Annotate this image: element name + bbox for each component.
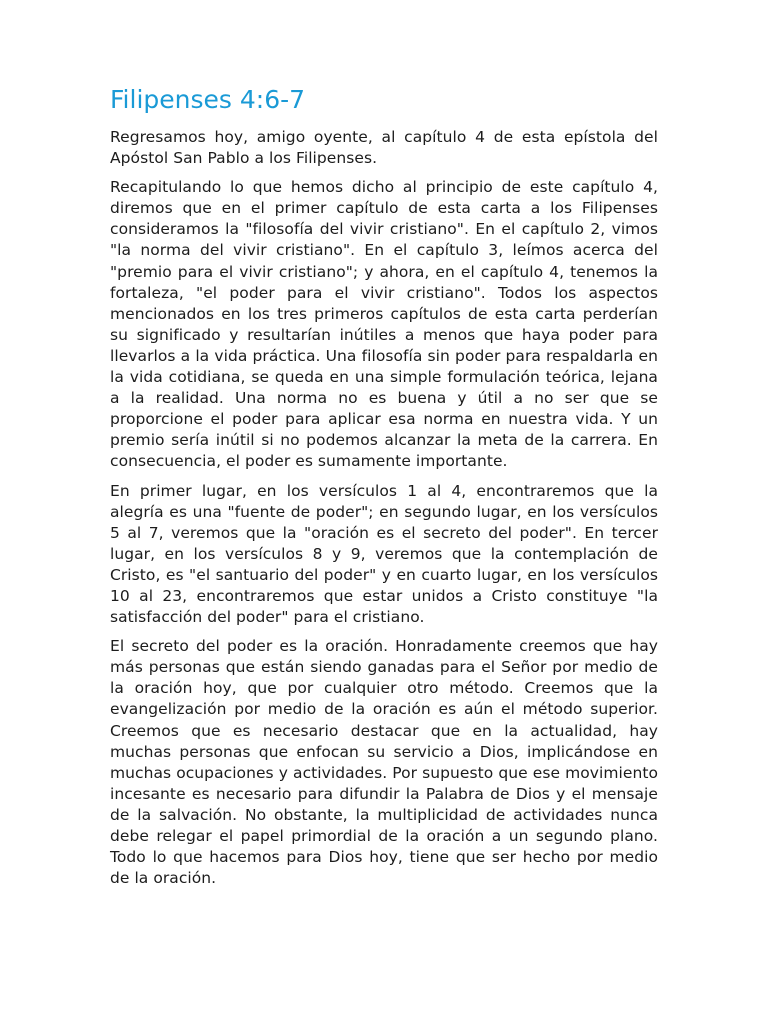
page-title: Filipenses 4:6-7 [110, 85, 306, 114]
paragraph-intro: Regresamos hoy, amigo oyente, al capítulo 4 de esta epístola del Apóstol San Pablo a los Filipenses. [110, 128, 658, 168]
paragraph-recap: Recapitulando lo que hemos dicho al principio de este capítulo 4, diremos que en el primer capítulo de esta carta a los Filipenses consideramos la "filosofía del vivir cristiano". En el capítulo 2, vimos "la norma del vivir cristiano". En el capítulo 3, leímos acerca del "premio para el vivir cristiano"; y ahora, en el capítulo 4, tenemos la fortaleza, "el poder para el vivir cristiano". Todos los aspectos mencionados en los tres primeros capítulos de esta carta perderían su significado y resultarían inútiles a menos que haya poder para llevarlos a la vida práctica. Una filosofía sin poder para respaldarla en la vida cotidiana, se queda en una simple formulación teórica, lejana a la realidad. Una norma no es buena y útil a no ser que se proporcione el poder para aplicar esa norma en nuestra vida. Y un premio sería inútil si no podemos alcanzar la meta de la carrera. En consecuencia, el poder es sumamente importante. [110, 178, 658, 471]
paragraph-outline: En primer lugar, en los versículos 1 al 4, encontraremos que la alegría es una "fuente de poder"; en segundo lugar, en los versículos 5 al 7, veremos que la "oración es el secreto del poder". En tercer lugar, en los versículos 8 y 9, veremos que la contemplación de Cristo, es "el santuario del poder" y en cuarto lugar, en los versículos 10 al 23, encontraremos que estar unidos a Cristo constituye "la satisfacción del poder" para el cristiano. [110, 481, 658, 627]
paragraph-prayer: El secreto del poder es la oración. Honradamente creemos que hay más personas que están siendo ganadas para el Señor por medio de la oración hoy, que por cualquier otro método. Creemos que la evangelización por medio de la oración es aún el método superior. Creemos que es necesario destacar que en la actualidad, hay muchas personas que enfocan su servicio a Dios, implicándose en muchas ocupaciones y actividades. Por supuesto que ese movimiento incesante es necesario para difundir la Palabra de Dios y el mensaje de la salvación. No obstante, la multiplicidad de actividades nunca debe relegar el papel primordial de la oración a un segundo plano. Todo lo que hacemos para Dios hoy, tiene que ser hecho por medio de la oración. [110, 637, 658, 888]
